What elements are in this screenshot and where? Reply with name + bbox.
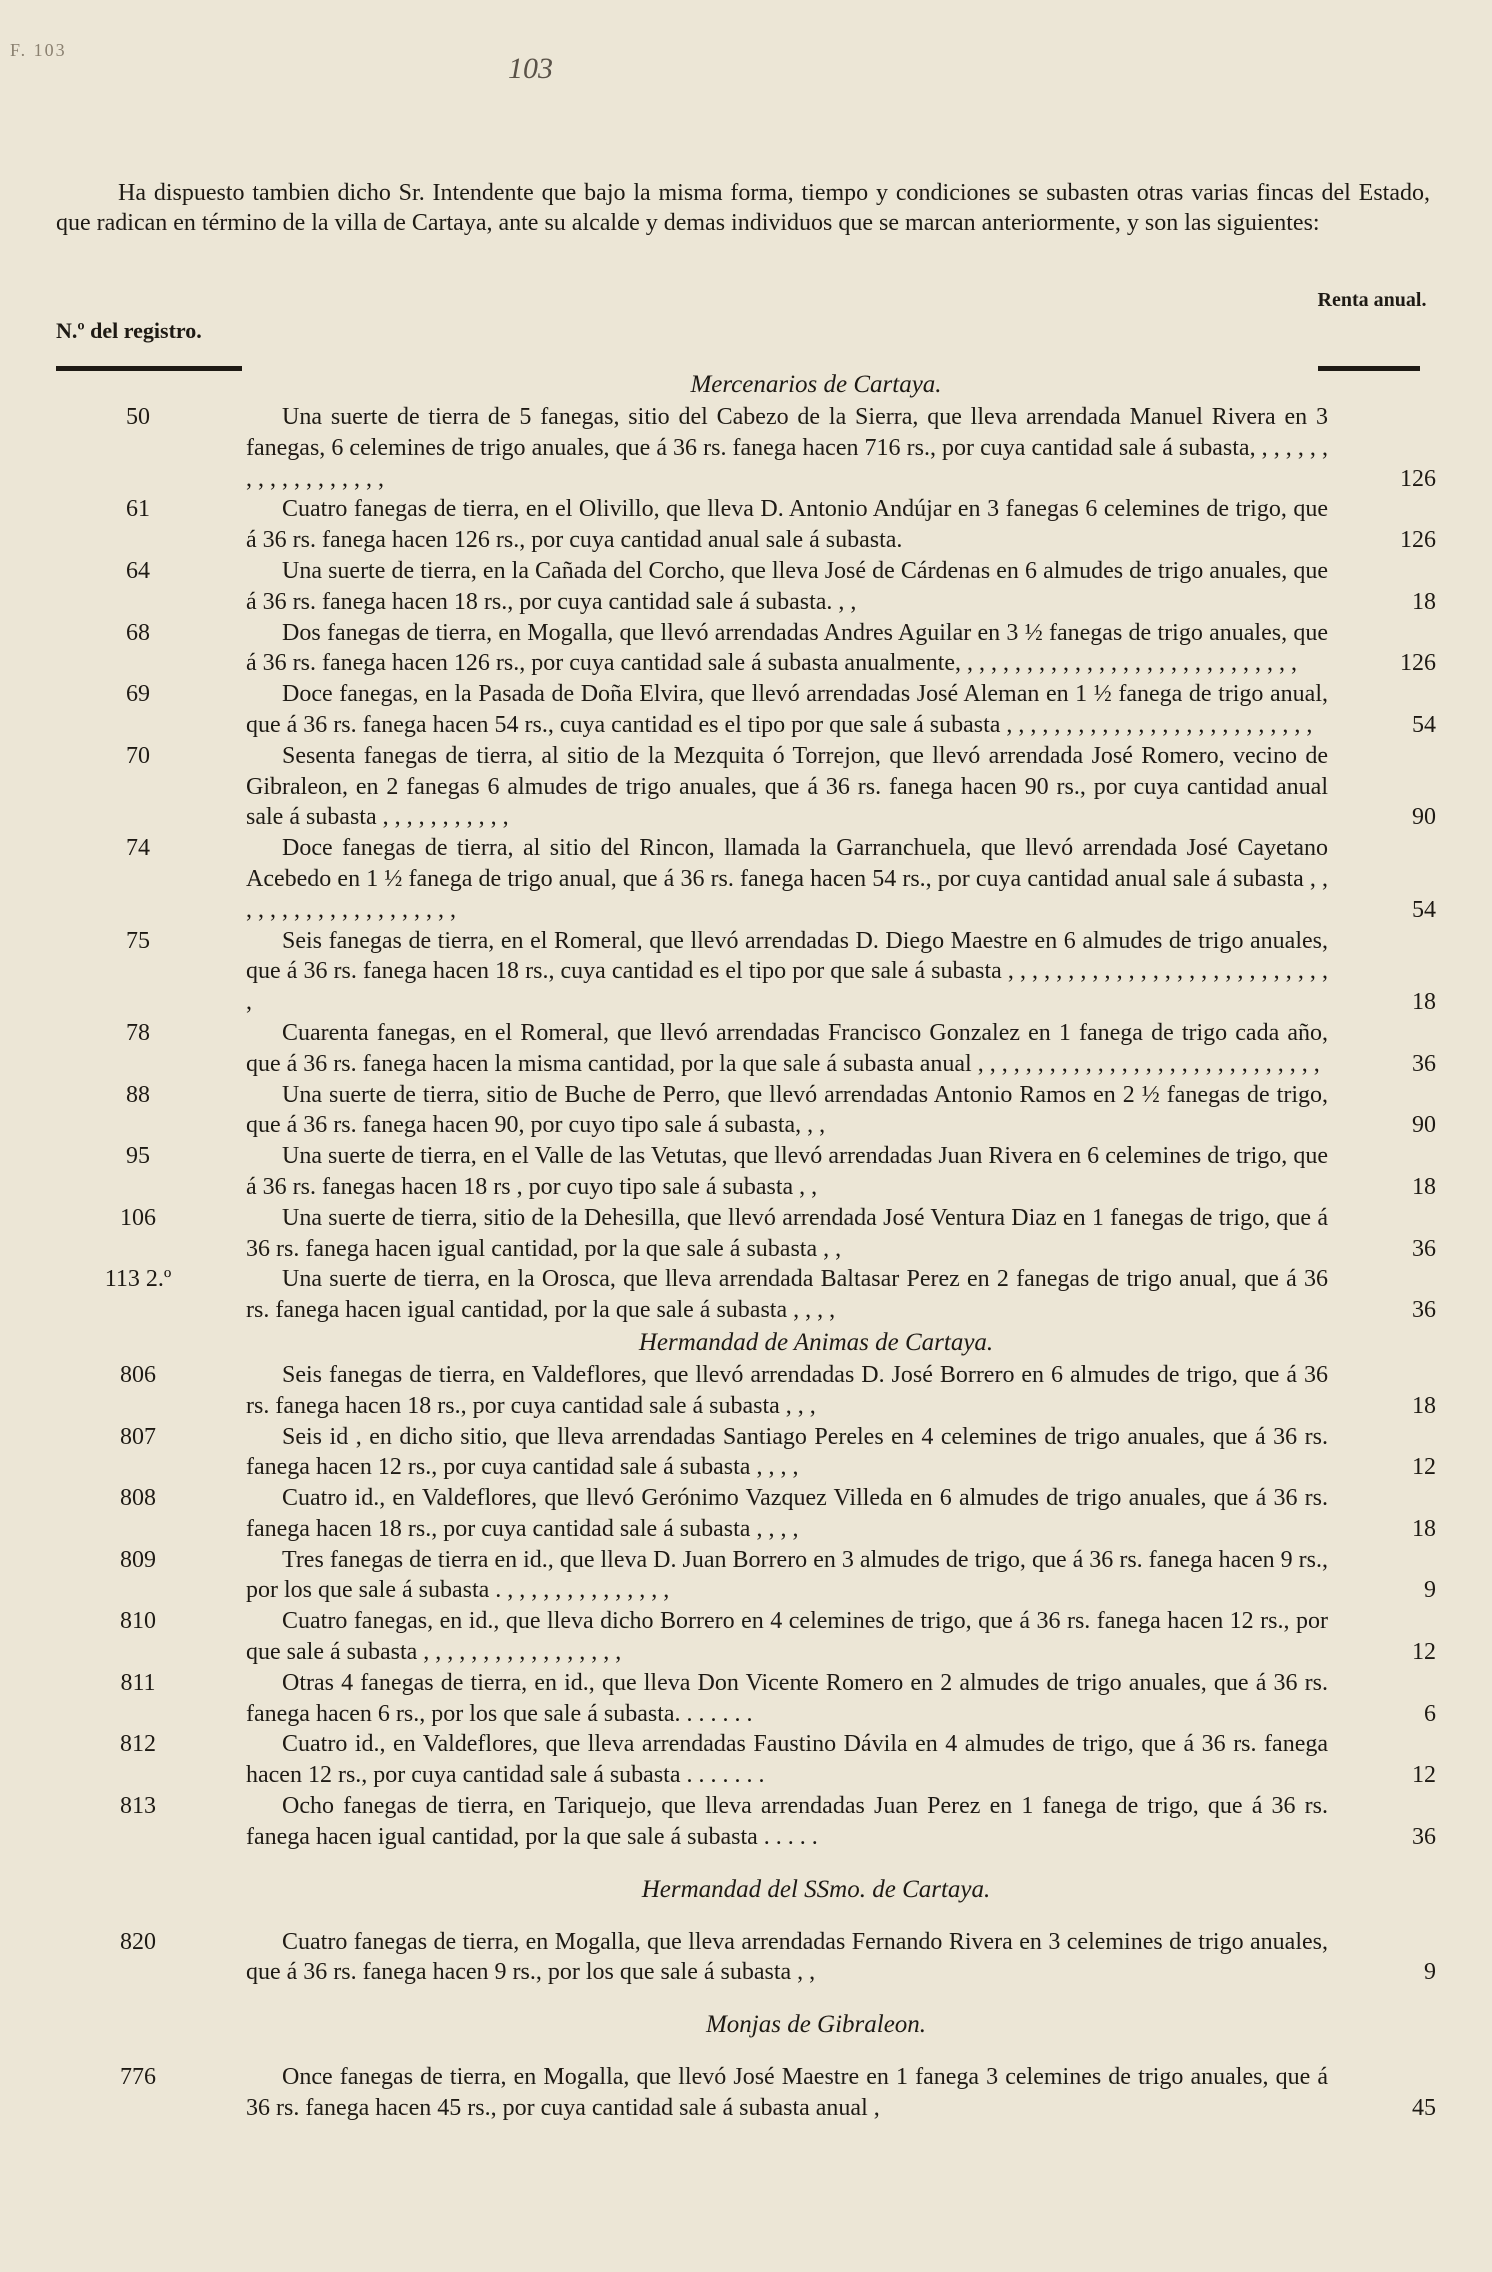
list-item [56, 1606, 1436, 1668]
list-item [56, 1360, 1436, 1422]
registry-number: 811 [120, 1669, 156, 1696]
annual-rent: 45 [1412, 2095, 1436, 2122]
entry-text: Una suerte de tierra, en la Cañada del Corcho, que lleva José de Cárdenas en 6 almudes de trigo anuales, que á 36 rs. fanega hacen 18 rs., por cuya cantidad sale á subasta. , , [246, 557, 1328, 615]
entry-text: Una suerte de tierra, sitio de Buche de Perro, que llevó arrendadas Antonio Ramos en 2 ½ fanegas de trigo, que á 36 rs. fanega hacen 90, por cuyo tipo sale á subasta, , , [246, 1081, 1328, 1139]
entry-text: Dos fanegas de tierra, en Mogalla, que llevó arrendadas Andres Aguilar en 3 ½ fanegas de trigo anuales, que á 36 rs. fanega hacen 126 rs., por cuya cantidad sale á subasta anualmente, , , , , , , , , , , , , , , , , , , , , , , , , , , , , [246, 619, 1328, 677]
annual-rent: 18 [1412, 1392, 1436, 1419]
section-title: Hermandad de Animas de Cartaya. [638, 1328, 994, 1356]
registry-number: 50 [126, 404, 150, 430]
list-item [56, 494, 1436, 556]
entry-text: Otras 4 fanegas de tierra, en id., que lleva Don Vicente Romero en 2 almudes de trigo anuales, que á 36 rs. fanega hacen 6 rs., por los que sale á subasta. . . . . . . [246, 1669, 1328, 1727]
annual-rent: 36 [1412, 1235, 1436, 1262]
list-item [56, 2062, 1436, 2124]
annual-rent: 12 [1412, 1454, 1436, 1481]
registry-number: 813 [120, 1793, 156, 1820]
annual-rent: 54 [1412, 896, 1436, 923]
registry-number: 806 [120, 1361, 156, 1388]
list-item [56, 1141, 1436, 1203]
list-item [56, 1791, 1436, 1853]
annual-rent: 9 [1424, 1577, 1436, 1604]
entry-text: Cuatro id., en Valdeflores, que lleva arrendadas Faustino Dávila en 4 almudes de trigo, que á 36 rs. fanega hacen 12 rs., por cuya cantidad sale á subasta . . . . . . . [246, 1731, 1328, 1789]
registry-number: 74 [126, 835, 150, 862]
registry-number: 106 [120, 1204, 156, 1231]
annual-rent: 36 [1412, 1297, 1436, 1324]
section-entries [56, 1360, 1436, 1853]
list-item [56, 618, 1436, 680]
entry-text: Una suerte de tierra de 5 fanegas, sitio del Cabezo de la Sierra, que lleva arrendada Manuel Rivera en 3 fanegas, 6 celemines de trigo anuales, que á 36 rs. fanega hacen 716 rs., por cuya cantidad sale á subasta, , , , , , , , , , , , , , , , , , , [246, 404, 1328, 492]
section-title: Hermandad del SSmo. de Cartaya. [641, 1875, 991, 1903]
list-item [56, 1927, 1436, 1989]
annual-rent: 36 [1412, 1050, 1436, 1077]
registry-number: 78 [126, 1019, 150, 1046]
registry-column-header: N.º del registro. [56, 318, 202, 343]
entry-text: Doce fanegas de tierra, al sitio del Rincon, llamada la Garranchuela, que llevó arrendada José Cayetano Acebedo en 1 ½ fanega de trigo anual, que á 36 rs. fanega hacen 54 rs., por cuya cantidad anual sale á subasta , , , , , , , , , , , , , , , , , , , , [246, 835, 1328, 923]
list-item [56, 1264, 1436, 1326]
section-entries [56, 2062, 1436, 2124]
section-entries [56, 1927, 1436, 1989]
registry-number: 95 [126, 1143, 150, 1170]
registry-number: 820 [120, 1928, 156, 1955]
entry-text: Cuatro fanegas de tierra, en el Olivillo, que lleva D. Antonio Andújar en 3 fanegas 6 celemines de trigo, que á 36 rs. fanega hacen 126 rs., por cuya cantidad anual sale á subasta. [246, 496, 1328, 554]
list-item [56, 1545, 1436, 1607]
entry-text: Una suerte de tierra, en el Valle de las Vetutas, que llevó arrendadas Juan Rivera en 6 celemines de trigo, que á 36 rs. fanegas hacen 18 rs , por cuyo tipo sale á subasta , , [246, 1143, 1328, 1200]
list-item [56, 741, 1436, 833]
annual-rent: 90 [1412, 804, 1436, 831]
section-title: Monjas de Gibraleon. [705, 2011, 927, 2039]
list-item [56, 926, 1436, 1018]
list-item [56, 1018, 1436, 1080]
entry-text: Una suerte de tierra, sitio de la Dehesilla, que llevó arrendada José Ventura Diaz en 1 fanegas de trigo, que á 36 rs. fanega hacen igual cantidad, por la que sale á subasta , , [246, 1204, 1328, 1262]
list-item [56, 1080, 1436, 1142]
annual-rent: 18 [1412, 1515, 1436, 1542]
entry-text: Ocho fanegas de tierra, en Tariquejo, que lleva arrendadas Juan Perez en 1 fanega de trigo, que á 36 rs. fanega hacen igual cantidad, por la que sale á subasta . . . . . [246, 1793, 1328, 1850]
entry-text: Seis id , en dicho sitio, que lleva arrendadas Santiago Pereles en 4 celemines de trigo anuales, que á 36 rs. fanega hacen 12 rs., por cuya cantidad sale á subasta , , , , [246, 1423, 1328, 1481]
annual-rent: 54 [1412, 711, 1436, 738]
entry-text: Cuatro fanegas, en id., que lleva dicho Borrero en 4 celemines de trigo, que á 36 rs. fanega hacen 12 rs., por que sale á subasta , , , , , , , , , , , , , , , , , [246, 1608, 1328, 1666]
entry-text: Tres fanegas de tierra en id., que lleva D. Juan Borrero en 3 almudes de trigo, que á 36 rs. fanega hacen 9 rs., por los que sale á subasta . , , , , , , , , , , , , , , [246, 1546, 1328, 1604]
list-item [56, 679, 1436, 741]
registry-number: 64 [126, 557, 150, 584]
list-item [56, 556, 1436, 618]
entry-text: Seis fanegas de tierra, en Valdeflores, que llevó arrendadas D. José Borrero en 6 almudes de trigo, que á 36 rs. fanega hacen 18 rs., por cuya cantidad sale á subasta , , , [246, 1361, 1328, 1419]
list-item [56, 1668, 1436, 1730]
entry-text: Sesenta fanegas de tierra, al sitio de la Mezquita ó Torrejon, que llevó arrendada José Romero, vecino de Gibraleon, en 2 fanegas 6 almudes de trigo anuales, que á 36 rs. fanega hacen 90 rs., por cuya cantidad anual sale á subasta , , , , , , , , , , , [246, 742, 1328, 831]
list-item [56, 1203, 1436, 1265]
intro-paragraph: Ha dispuesto tambien dicho Sr. Intendente que bajo la misma forma, tiempo y condiciones se subasten otras varias fincas del Estado, que radican en término de la villa de Cartaya, ante su alcalde y demas individuos que se marcan anteriormente, y son las siguientes: [56, 180, 1430, 236]
annual-rent: 18 [1412, 1173, 1436, 1200]
registry-number: 812 [120, 1731, 156, 1758]
registry-number: 69 [126, 681, 150, 708]
section-entries [56, 402, 1436, 1326]
registry-number: 807 [120, 1423, 156, 1450]
list-item [56, 1422, 1436, 1484]
annual-rent: 126 [1400, 650, 1436, 677]
registry-number: 809 [120, 1546, 156, 1573]
corner-mark: F. 103 [10, 40, 67, 60]
annual-rent: 18 [1412, 588, 1436, 615]
annual-rent: 126 [1400, 527, 1436, 554]
list-item [56, 402, 1436, 494]
annual-rent: 12 [1412, 1762, 1436, 1789]
list-item [56, 1729, 1436, 1791]
listing-body [56, 368, 1436, 2124]
annual-rent: 9 [1424, 1959, 1436, 1986]
page-number: 103 [508, 52, 553, 85]
registry-number: 776 [120, 2064, 156, 2091]
registry-number: 68 [126, 619, 150, 646]
registry-number: 70 [126, 742, 150, 769]
entry-text: Doce fanegas, en la Pasada de Doña Elvira, que llevó arrendadas José Aleman en 1 ½ fanega de trigo anual, que á 36 rs. fanega hacen 54 rs., cuya cantidad es el tipo por que sale á subasta , , , , , , , , , , , , , , , , , , , , , , , , , , [246, 681, 1328, 738]
entry-text: Una suerte de tierra, en la Orosca, que lleva arrendada Baltasar Perez en 2 fanegas de trigo anual, que á 36 rs. fanega hacen igual cantidad, por la que sale á subasta , , , , [246, 1266, 1328, 1324]
registry-number: 113 2.º [104, 1266, 172, 1293]
entry-text: Cuarenta fanegas, en el Romeral, que llevó arrendadas Francisco Gonzalez en 1 fanega de trigo cada año, que á 36 rs. fanega hacen la misma cantidad, por la que sale á subasta anual , , , , , , , , , , , , , , , , , , , , , , , , , , , , , [246, 1019, 1328, 1077]
section-title: Mercenarios de Cartaya. [690, 371, 942, 398]
entry-text: Once fanegas de tierra, en Mogalla, que llevó José Maestre en 1 fanega 3 celemines de trigo anuales, que á 36 rs. fanega hacen 45 rs., por cuya cantidad sale á subasta anual , [246, 2064, 1328, 2122]
registry-number: 75 [126, 927, 150, 954]
registry-number: 808 [120, 1485, 156, 1512]
registry-number: 61 [126, 496, 150, 523]
annual-rent: 36 [1412, 1823, 1436, 1850]
list-item [56, 833, 1436, 925]
annual-rent: 18 [1412, 989, 1436, 1016]
rent-column-header: Renta anual. [1317, 289, 1427, 311]
annual-rent: 6 [1424, 1700, 1436, 1727]
registry-number: 810 [120, 1608, 156, 1635]
entry-text: Seis fanegas de tierra, en el Romeral, que llevó arrendadas D. Diego Maestre en 6 almudes de trigo anuales, que á 36 rs. fanega hacen 18 rs., cuya cantidad es el tipo por que sale á subasta , , , , , , , , , , , , , , , , , , , , , , , , , , , , [246, 927, 1328, 1016]
entry-text: Cuatro fanegas de tierra, en Mogalla, que lleva arrendadas Fernando Rivera en 3 celemines de trigo anuales, que á 36 rs. fanega hacen 9 rs., por los que sale á subasta , , [246, 1928, 1328, 1986]
annual-rent: 12 [1412, 1639, 1436, 1666]
annual-rent: 126 [1400, 465, 1436, 492]
list-item [56, 1483, 1436, 1545]
entry-text: Cuatro id., en Valdeflores, que llevó Gerónimo Vazquez Villeda en 6 almudes de trigo anuales, que á 36 rs. fanega hacen 18 rs., por cuya cantidad sale á subasta , , , , [246, 1485, 1328, 1542]
registry-number: 88 [126, 1081, 150, 1108]
annual-rent: 90 [1412, 1112, 1436, 1139]
